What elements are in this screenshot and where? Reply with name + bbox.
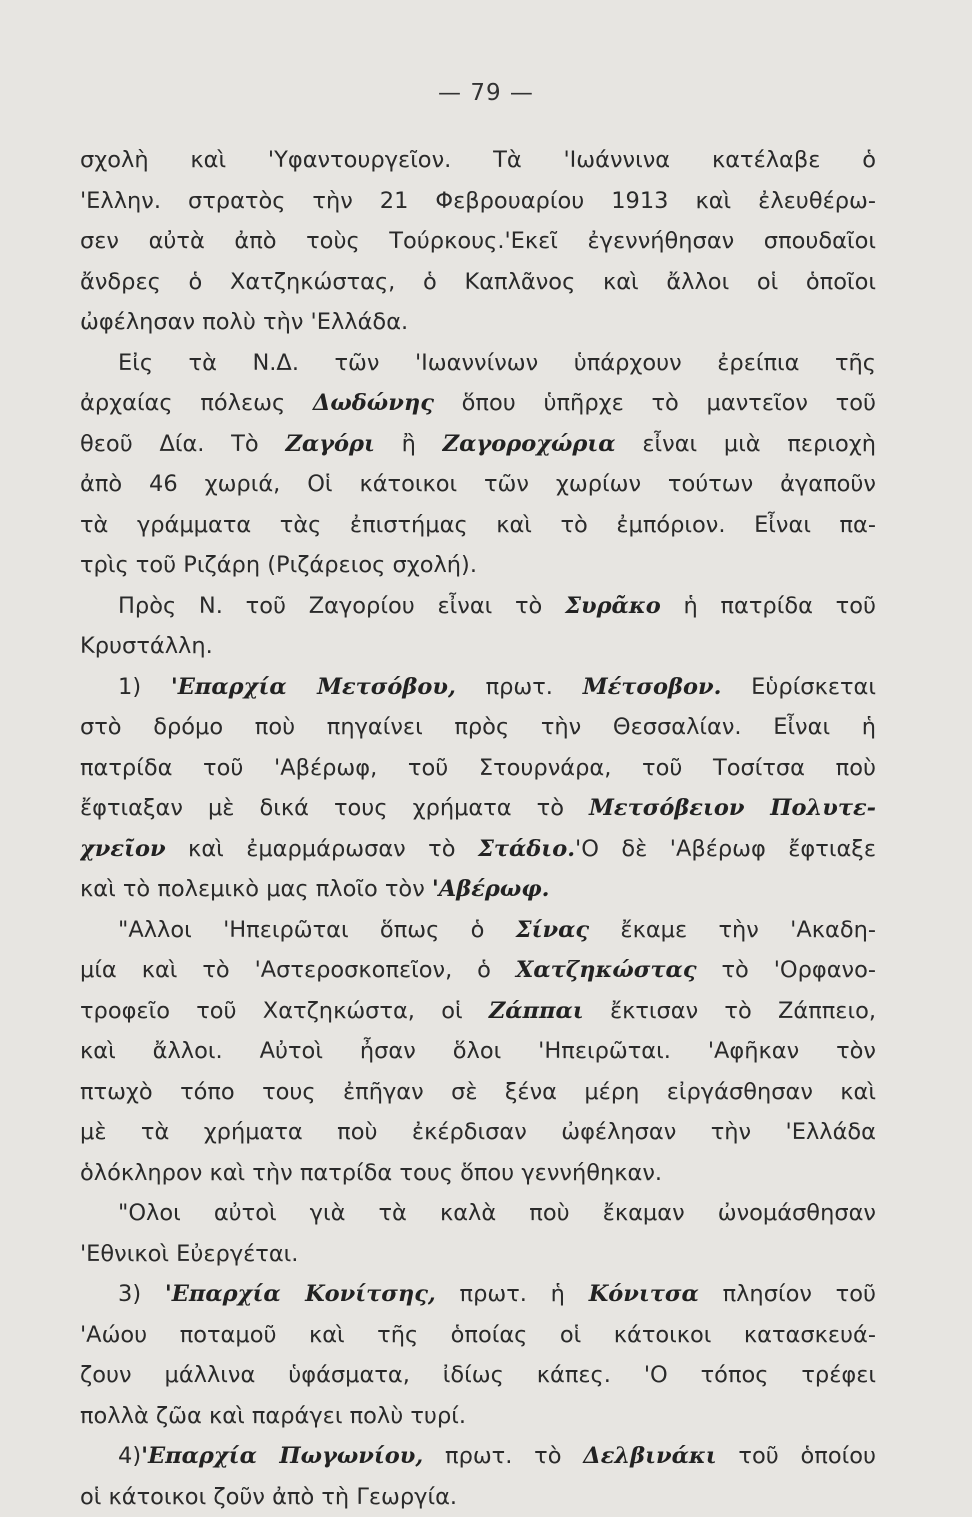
text-segment: σεν αὐτὰ ἀπὸ τοὺς Τούρκους.'Εκεῖ ἐγεννήθησαν σπουδαῖοι	[80, 228, 876, 254]
text-segment: ὠφέλησαν πολὺ τὴν 'Ελλάδα.	[80, 309, 408, 335]
text-segment: ἢ	[375, 431, 443, 457]
emphasized-name: Σίνας	[516, 917, 589, 943]
text-segment: τὸ 'Ορφανο-	[697, 957, 876, 983]
text-line	[80, 302, 876, 343]
text-line	[80, 1315, 876, 1356]
text-segment: πλησίον τοῦ	[699, 1281, 876, 1307]
text-segment: πρωτ. τὸ	[423, 1443, 583, 1469]
text-segment: Εἰς τὰ Ν.Δ. τῶν 'Ιωαννίνων ὑπάρχουν ἐρείπια τῆς	[118, 350, 876, 376]
text-line	[80, 1274, 876, 1315]
text-line	[80, 626, 876, 667]
text-line	[80, 1031, 876, 1072]
text-line	[80, 788, 876, 829]
page-number: — 79 —	[0, 80, 972, 106]
text-segment: 'Εθνικοὶ Εὐεργέται.	[80, 1241, 298, 1267]
text-segment: πρωτ. ἡ	[436, 1281, 589, 1307]
emphasized-name: Μετσόβειον Πολυτε-	[589, 795, 876, 821]
text-segment: ἡ πατρίδα τοῦ	[661, 593, 876, 619]
text-segment: 'Ελλην. στρατὸς τὴν 21 Φεβρουαρίου 1913 καὶ ἐλευθέρω-	[80, 188, 876, 214]
emphasized-name: χνεῖον	[80, 836, 166, 862]
text-line	[80, 1072, 876, 1113]
text-segment: ὁλόκληρον καὶ τὴν πατρίδα τους ὅπου γεννήθηκαν.	[80, 1160, 662, 1186]
text-segment: 'Ο δὲ 'Αβέρωφ ἔφτιαξε	[575, 836, 876, 862]
text-segment: στὸ δρόμο ποὺ πηγαίνει πρὸς τὴν Θεσσαλίαν. Εἶναι ἡ	[80, 714, 876, 740]
text-segment: ἀπὸ 46 χωριά, Οἱ κάτοικοι τῶν χωρίων τούτων ἀγαποῦν	[80, 471, 876, 497]
text-segment: ὅπου ὑπῆρχε τὸ μαντεῖον τοῦ	[434, 390, 876, 416]
text-line	[80, 991, 876, 1032]
emphasized-name: Κόνιτσα	[589, 1281, 699, 1307]
text-line	[80, 707, 876, 748]
text-segment: καὶ ἄλλοι. Αὐτοὶ ἦσαν ὅλοι 'Ηπειρῶται. 'Αφῆκαν τὸν	[80, 1038, 876, 1064]
text-segment: καὶ ἐμαρμάρωσαν τὸ	[166, 836, 478, 862]
text-segment: εἶναι μιὰ περιοχὴ	[616, 431, 876, 457]
emphasized-name: Ζαγοροχώρια	[443, 431, 616, 457]
text-segment: 4)	[118, 1443, 141, 1469]
text-segment: 1)	[118, 674, 171, 700]
text-line	[80, 950, 876, 991]
text-segment: "Ολοι αὐτοὶ γιὰ τὰ καλὰ ποὺ ἔκαμαν ὠνομάσθησαν	[118, 1200, 876, 1226]
text-segment: 3)	[118, 1281, 165, 1307]
text-line	[80, 748, 876, 789]
emphasized-name: 'Επαρχία Πωγωνίου,	[141, 1443, 423, 1469]
text-line	[80, 910, 876, 951]
text-segment: ἔκτισαν τὸ Ζάππειο,	[584, 998, 876, 1024]
text-segment: ζουν μάλλινα ὑφάσματα, ἰδίως κάπες. 'Ο τόπος τρέφει	[80, 1362, 876, 1388]
text-line	[80, 829, 876, 870]
text-segment: Εὑρίσκεται	[721, 674, 876, 700]
text-line	[80, 505, 876, 546]
emphasized-name: Δωδώνης	[313, 390, 434, 416]
text-line	[80, 1153, 876, 1194]
text-line	[80, 1234, 876, 1275]
text-segment: πτωχὸ τόπο τους ἐπῆγαν σὲ ξένα μέρη εἰργάσθησαν καὶ	[80, 1079, 876, 1105]
text-segment: καὶ τὸ πολεμικὸ μας πλοῖο τὸν	[80, 876, 432, 902]
text-segment: σχολὴ καὶ 'Υφαντουργεῖον. Τὰ 'Ιωάννινα κατέλαβε ὁ	[80, 147, 876, 173]
text-line	[80, 383, 876, 424]
emphasized-name: Συρᾶκο	[565, 593, 661, 619]
text-segment: Κρυστάλλη.	[80, 633, 213, 659]
emphasized-name: 'Επαρχία Μετσόβου,	[171, 674, 456, 700]
text-segment: τρὶς τοῦ Ριζάρη (Ριζάρειος σχολή).	[80, 552, 477, 578]
text-segment: ἄνδρες ὁ Χατζηκώστας, ὁ Καπλᾶνος καὶ ἄλλοι οἱ ὁποῖοι	[80, 269, 876, 295]
emphasized-name: Στάδιο.	[478, 836, 575, 862]
text-line	[80, 869, 876, 910]
text-segment: οἱ κάτοικοι ζοῦν ἀπὸ τὴ Γεωργία.	[80, 1484, 457, 1510]
text-line	[80, 343, 876, 384]
text-segment: τοῦ ὁποίου	[717, 1443, 876, 1469]
text-line	[80, 140, 876, 181]
text-line	[80, 181, 876, 222]
text-line	[80, 1112, 876, 1153]
text-line	[80, 424, 876, 465]
text-line	[80, 1477, 876, 1517]
text-line	[80, 1436, 876, 1477]
text-line	[80, 545, 876, 586]
emphasized-name: Χατζηκώστας	[516, 957, 697, 983]
text-segment: "Αλλοι 'Ηπειρῶται ὅπως ὁ	[118, 917, 516, 943]
text-line	[80, 262, 876, 303]
emphasized-name: Ζαγόρι	[285, 431, 374, 457]
text-segment: ἔφτιαξαν μὲ δικά τους χρήματα τὸ	[80, 795, 589, 821]
text-segment: ἀρχαίας πόλεως	[80, 390, 313, 416]
text-line	[80, 464, 876, 505]
emphasized-name: Μέτσοβον.	[583, 674, 722, 700]
text-line	[80, 1396, 876, 1437]
text-segment: θεοῦ Δία. Τὸ	[80, 431, 285, 457]
text-segment: Πρὸς Ν. τοῦ Ζαγορίου εἶναι τὸ	[118, 593, 565, 619]
text-line	[80, 1355, 876, 1396]
text-segment: μία καὶ τὸ 'Αστεροσκοπεῖον, ὁ	[80, 957, 516, 983]
text-segment: πρωτ.	[456, 674, 583, 700]
text-line	[80, 667, 876, 708]
text-segment: πατρίδα τοῦ 'Αβέρωφ, τοῦ Στουρνάρα, τοῦ Τοσίτσα ποὺ	[80, 755, 876, 781]
emphasized-name: Ζάππαι	[489, 998, 584, 1024]
text-segment: 'Αώου ποταμοῦ καὶ τῆς ὁποίας οἱ κάτοικοι κατασκευά-	[80, 1322, 876, 1348]
body-text	[80, 140, 876, 1517]
text-segment: μὲ τὰ χρήματα ποὺ ἐκέρδισαν ὠφέλησαν τὴν 'Ελλάδα	[80, 1119, 876, 1145]
emphasized-name: Δελβινάκι	[583, 1443, 716, 1469]
text-line	[80, 586, 876, 627]
text-segment: τροφεῖο τοῦ Χατζηκώστα, οἱ	[80, 998, 489, 1024]
text-line	[80, 1193, 876, 1234]
emphasized-name: 'Επαρχία Κονίτσης,	[165, 1281, 436, 1307]
emphasized-name: 'Αβέρωφ.	[432, 876, 550, 902]
text-segment: πολλὰ ζῶα καὶ παράγει πολὺ τυρί.	[80, 1403, 466, 1429]
text-line	[80, 221, 876, 262]
text-segment: ἔκαμε τὴν 'Ακαδη-	[589, 917, 876, 943]
text-segment: τὰ γράμματα τὰς ἐπιστήμας καὶ τὸ ἐμπόριον. Εἶναι πα-	[80, 512, 876, 538]
